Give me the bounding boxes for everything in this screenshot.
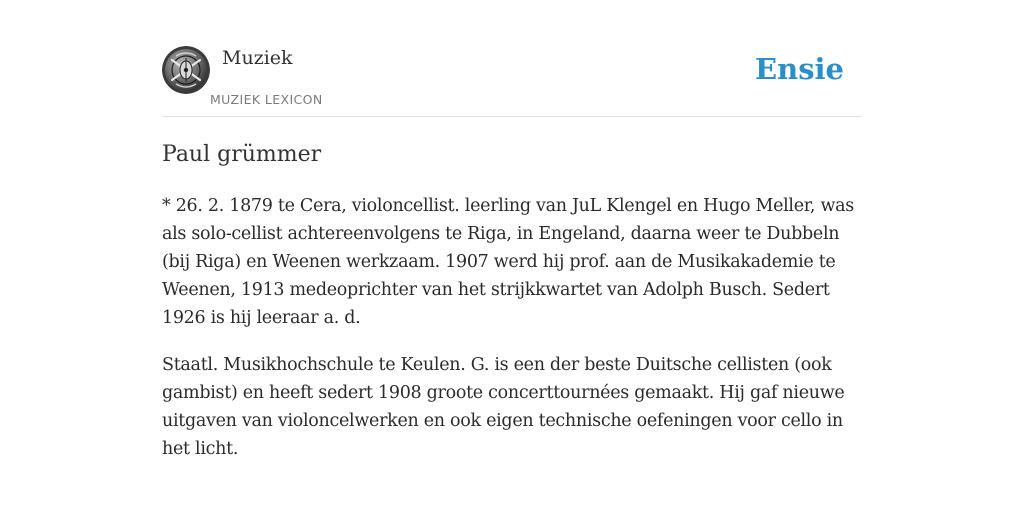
site-subtitle: MUZIEK LEXICON xyxy=(210,92,323,107)
article-body xyxy=(162,192,862,482)
article-paragraph: Staatl. Musikhochschule te Keulen. G. is een der beste Duitsche cellisten (ook gambist) en heeft sedert 1908 groote concerttournées gemaakt. Hij gaf nieuwe uitgaven van violoncelwerken en ook eigen technische oefeningen voor cello in het licht. xyxy=(162,355,845,459)
music-medallion-icon xyxy=(162,46,210,94)
site-header xyxy=(162,40,862,117)
article-title: Paul grümmer xyxy=(162,142,322,167)
site-name-link[interactable]: Muziek xyxy=(222,47,293,69)
site-logo[interactable] xyxy=(162,46,210,94)
brand-logo-link[interactable]: Ensie xyxy=(755,52,844,86)
article-paragraph: * 26. 2. 1879 te Cera, violoncellist. leerling van JuL Klengel en Hugo Meller, was als solo-cellist achtereenvolgens te Riga, in Engeland, daarna weer te Dubbeln (bij Riga) en Weenen werkzaam. 1907 werd hij prof. aan de Musikakademie te Weenen, 1913 medeoprichter van het strijkkwartet van Adolph Busch. Sedert 1926 is hij leeraar a. d. xyxy=(162,196,854,328)
